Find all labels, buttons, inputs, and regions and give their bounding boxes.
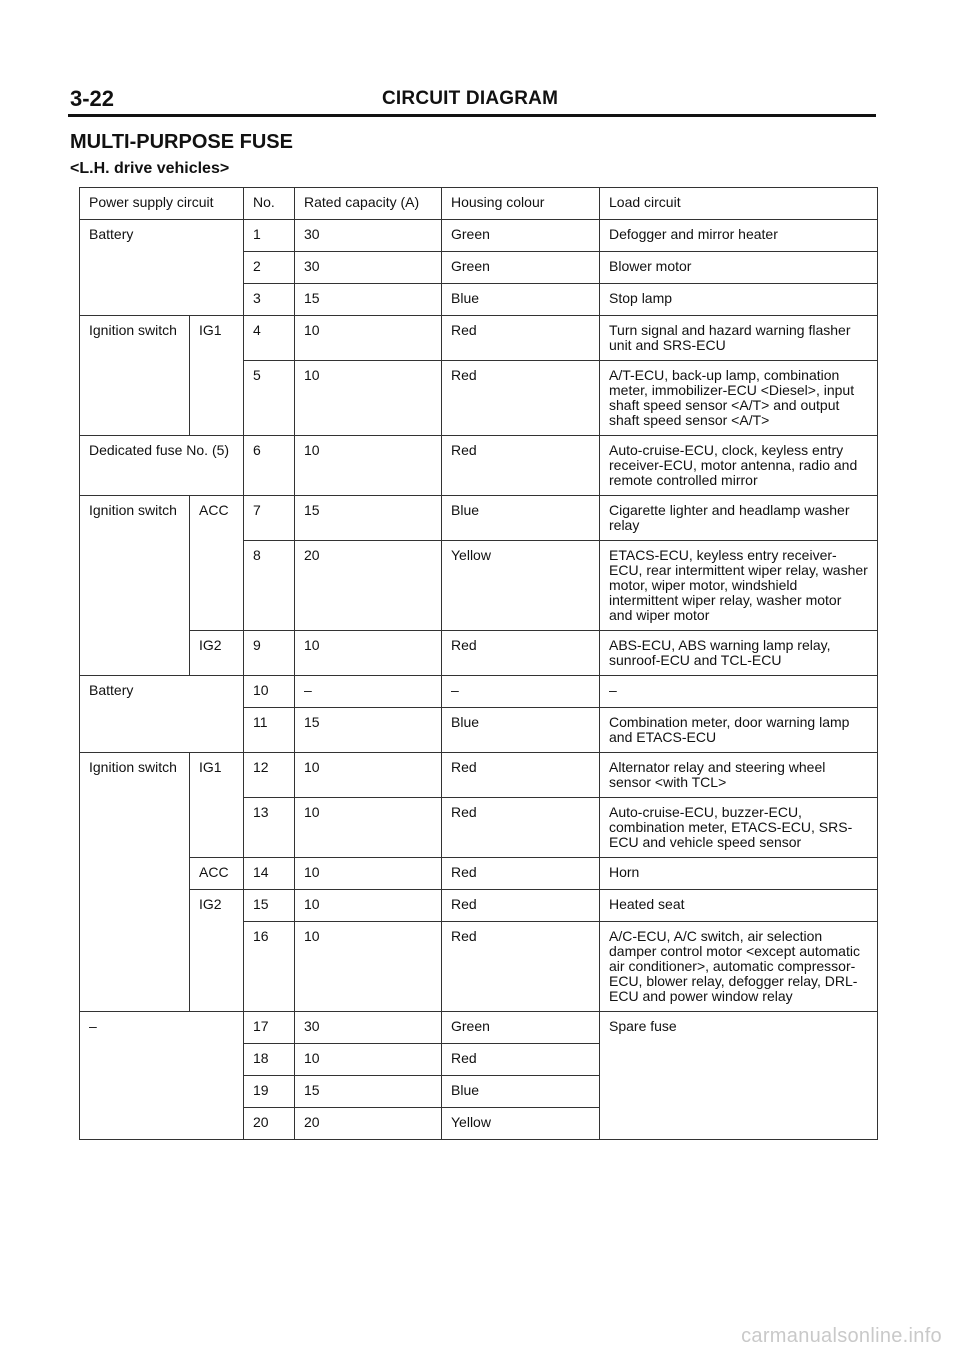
group-ignition-switch: Ignition switch — [80, 496, 190, 676]
group-spare: – — [80, 1012, 244, 1140]
rated-capacity: 15 — [295, 496, 442, 541]
housing-colour: Yellow — [442, 541, 600, 631]
housing-colour: Red — [442, 753, 600, 798]
housing-colour: Red — [442, 922, 600, 1012]
group-ignition-switch: Ignition switch — [80, 316, 190, 436]
rated-capacity: 15 — [295, 1076, 442, 1108]
load-circuit: Blower motor — [600, 252, 878, 284]
group-ignition-switch: Ignition switch — [80, 753, 190, 1012]
group-ig2: IG2 — [190, 890, 244, 1012]
fuse-no: 9 — [244, 631, 295, 676]
housing-colour: Blue — [442, 1076, 600, 1108]
housing-colour: Yellow — [442, 1108, 600, 1140]
housing-colour: Green — [442, 220, 600, 252]
table-header-row — [80, 188, 878, 220]
page-header-title: CIRCUIT DIAGRAM — [382, 88, 559, 109]
housing-colour: Red — [442, 1044, 600, 1076]
group-ig1: IG1 — [190, 753, 244, 858]
rated-capacity: 10 — [295, 436, 442, 496]
load-circuit: Auto-cruise-ECU, clock, keyless entry receiver-ECU, motor antenna, radio and remote controlled mirror — [600, 436, 878, 496]
fuse-no: 8 — [244, 541, 295, 631]
rated-capacity: 10 — [295, 631, 442, 676]
load-circuit: ABS-ECU, ABS warning lamp relay, sunroof-ECU and TCL-ECU — [600, 631, 878, 676]
rated-capacity: 30 — [295, 220, 442, 252]
header-rated-capacity: Rated capacity (A) — [295, 188, 442, 220]
rated-capacity: 10 — [295, 361, 442, 436]
load-circuit: Alternator relay and steering wheel sensor <with TCL> — [600, 753, 878, 798]
fuse-no: 17 — [244, 1012, 295, 1044]
load-circuit: – — [600, 676, 878, 708]
table-row — [80, 436, 878, 496]
load-circuit: Auto-cruise-ECU, buzzer-ECU, combination meter, ETACS-ECU, SRS-ECU and vehicle speed sensor — [600, 798, 878, 858]
header-rule — [68, 114, 876, 117]
fuse-no: 15 — [244, 890, 295, 922]
fuse-no: 4 — [244, 316, 295, 361]
table-row — [80, 316, 878, 361]
housing-colour: Red — [442, 631, 600, 676]
table-row — [80, 496, 878, 541]
fuse-no: 1 — [244, 220, 295, 252]
fuse-no: 7 — [244, 496, 295, 541]
housing-colour: Green — [442, 252, 600, 284]
rated-capacity: 10 — [295, 798, 442, 858]
housing-colour: Red — [442, 316, 600, 361]
fuse-table — [79, 187, 878, 1140]
table-row — [80, 631, 878, 676]
group-ig1: IG1 — [190, 316, 244, 436]
fuse-no: 11 — [244, 708, 295, 753]
load-circuit: Combination meter, door warning lamp and ETACS-ECU — [600, 708, 878, 753]
rated-capacity: 20 — [295, 541, 442, 631]
load-circuit: Spare fuse — [600, 1012, 878, 1140]
housing-colour: Red — [442, 890, 600, 922]
rated-capacity: 15 — [295, 284, 442, 316]
group-acc: ACC — [190, 496, 244, 631]
fuse-no: 3 — [244, 284, 295, 316]
group-battery: Battery — [80, 676, 244, 753]
rated-capacity: 10 — [295, 922, 442, 1012]
rated-capacity: 10 — [295, 316, 442, 361]
section-title: MULTI-PURPOSE FUSE — [70, 131, 293, 153]
rated-capacity: 15 — [295, 708, 442, 753]
rated-capacity: 10 — [295, 753, 442, 798]
load-circuit: ETACS-ECU, keyless entry receiver-ECU, rear intermittent wiper relay, washer motor, wiper motor, windshield intermittent wiper relay, washer motor and wiper motor — [600, 541, 878, 631]
fuse-no: 18 — [244, 1044, 295, 1076]
watermark: carmanualsonline.info — [741, 1325, 942, 1347]
fuse-no: 19 — [244, 1076, 295, 1108]
table-row — [80, 220, 878, 252]
rated-capacity: – — [295, 676, 442, 708]
housing-colour: Red — [442, 858, 600, 890]
fuse-no: 6 — [244, 436, 295, 496]
rated-capacity: 20 — [295, 1108, 442, 1140]
table-row — [80, 890, 878, 922]
fuse-no: 13 — [244, 798, 295, 858]
fuse-no: 20 — [244, 1108, 295, 1140]
group-ig2: IG2 — [190, 631, 244, 676]
rated-capacity: 30 — [295, 252, 442, 284]
load-circuit: Cigarette lighter and headlamp washer relay — [600, 496, 878, 541]
header-housing-colour: Housing colour — [442, 188, 600, 220]
header-no: No. — [244, 188, 295, 220]
page-number: 3-22 — [70, 86, 115, 111]
housing-colour: Blue — [442, 496, 600, 541]
fuse-no: 12 — [244, 753, 295, 798]
table-row — [80, 676, 878, 708]
housing-colour: Blue — [442, 708, 600, 753]
table-row — [80, 753, 878, 798]
table-row — [80, 858, 878, 890]
rated-capacity: 10 — [295, 890, 442, 922]
group-battery: Battery — [80, 220, 244, 316]
load-circuit: A/T-ECU, back-up lamp, combination meter, immobilizer-ECU <Diesel>, input shaft speed sensor <A/T> and output shaft speed sensor <A/T> — [600, 361, 878, 436]
rated-capacity: 10 — [295, 1044, 442, 1076]
header-load-circuit: Load circuit — [600, 188, 878, 220]
fuse-no: 10 — [244, 676, 295, 708]
housing-colour: Red — [442, 436, 600, 496]
housing-colour: – — [442, 676, 600, 708]
fuse-no: 14 — [244, 858, 295, 890]
load-circuit: A/C-ECU, A/C switch, air selection damper control motor <except automatic air conditioner>, automatic compressor-ECU, blower relay, defogger relay, DRL-ECU and power window relay — [600, 922, 878, 1012]
load-circuit: Heated seat — [600, 890, 878, 922]
housing-colour: Green — [442, 1012, 600, 1044]
fuse-no: 2 — [244, 252, 295, 284]
table-row — [80, 1012, 878, 1044]
fuse-no: 5 — [244, 361, 295, 436]
load-circuit: Stop lamp — [600, 284, 878, 316]
section-subtitle: <L.H. drive vehicles> — [70, 160, 230, 177]
group-acc: ACC — [190, 858, 244, 890]
housing-colour: Blue — [442, 284, 600, 316]
group-dedicated-fuse: Dedicated fuse No. (5) — [80, 436, 244, 496]
load-circuit: Turn signal and hazard warning flasher unit and SRS-ECU — [600, 316, 878, 361]
housing-colour: Red — [442, 798, 600, 858]
housing-colour: Red — [442, 361, 600, 436]
fuse-no: 16 — [244, 922, 295, 1012]
load-circuit: Defogger and mirror heater — [600, 220, 878, 252]
rated-capacity: 30 — [295, 1012, 442, 1044]
rated-capacity: 10 — [295, 858, 442, 890]
load-circuit: Horn — [600, 858, 878, 890]
header-power-supply: Power supply circuit — [80, 188, 244, 220]
